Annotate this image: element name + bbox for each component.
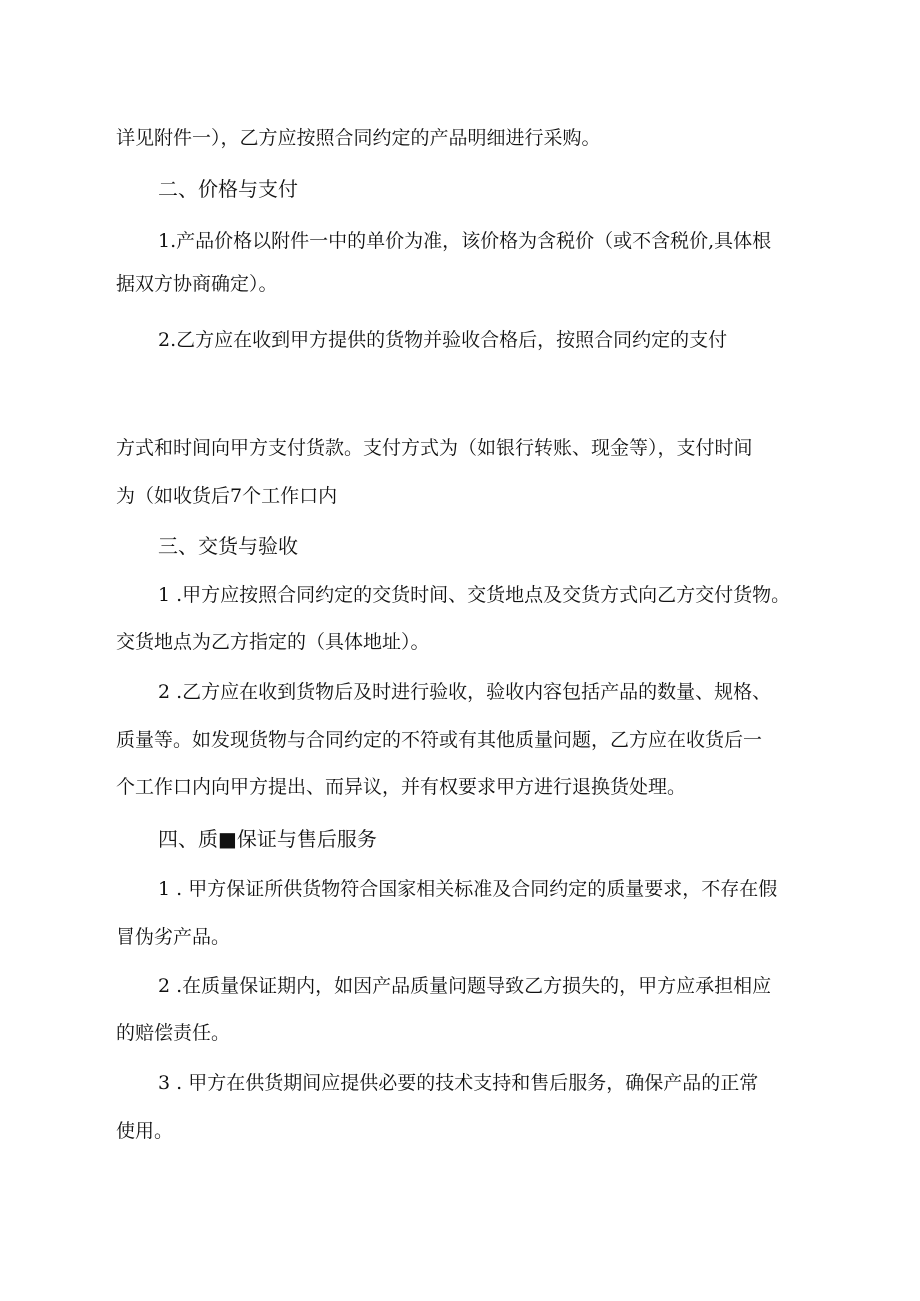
section4-heading: 四、质■保证与售后服务 <box>158 827 377 851</box>
section4-item1-line2: 冒伪劣产品。 <box>116 926 231 948</box>
section3-item2-line2: 质量等。如发现货物与合同约定的不符或有其他质量问题，乙方应在收货后一 <box>116 729 763 751</box>
section3-item2-line1: 2 .乙方应在收到货物后及时进行验收，验收内容包括产品的数量、规格、 <box>158 681 772 703</box>
section3-item1-line2: 交货地点为乙方指定的（具体地址）。 <box>116 631 430 653</box>
section1-tail-line: 详见附件一），乙方应按照合同约定的产品明细进行采购。 <box>116 127 601 149</box>
section2-item1-line1: 1.产品价格以附件一中的单价为准，该价格为含税价（或不含税价,具体根 <box>158 230 772 252</box>
section2-item1-line2: 据双方协商确定）。 <box>116 273 278 295</box>
section2-item2-line3: 为（如收货后7个工作口内 <box>116 485 338 507</box>
section3-heading: 三、交货与验收 <box>158 534 298 558</box>
section3-item2-line3: 个工作口内向甲方提出、而异议，并有权要求甲方进行退换货处理。 <box>116 776 687 798</box>
section4-item3-line1: 3 . 甲方在供货期间应提供必要的技术支持和售后服务，确保产品的正常 <box>158 1072 759 1094</box>
section4-item3-line2: 使用。 <box>116 1120 174 1142</box>
section4-item1-line1: 1 . 甲方保证所供货物符合国家相关标准及合同约定的质量要求，不存在假 <box>158 878 778 900</box>
section2-heading: 二、价格与支付 <box>158 177 298 201</box>
section2-item2-line1: 2.乙方应在收到甲方提供的货物并验收合格后，按照合同约定的支付 <box>158 329 728 351</box>
section4-item2-line1: 2 .在质量保证期内，如因产品质量问题导致乙方损失的，甲方应承担相应 <box>158 975 772 997</box>
section4-item2-line2: 的赔偿责任。 <box>116 1022 231 1044</box>
section2-item2-line2: 方式和时间向甲方支付货款。支付方式为（如银行转账、现金等），支付时间 <box>116 437 753 459</box>
section3-item1-line1: 1 .甲方应按照合同约定的交货时间、交货地点及交货方式向乙方交付货物。 <box>158 584 791 606</box>
